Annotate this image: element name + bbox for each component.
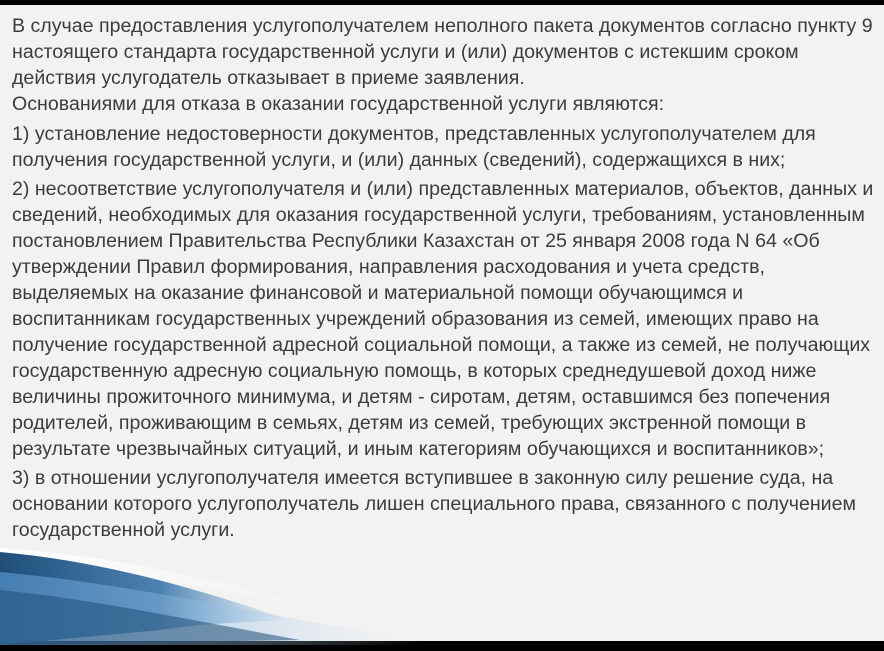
bottom-border	[0, 641, 884, 645]
paragraph-ground-1: 1) установление недостоверности документов, представленных услугополучателем для получения государственной услуги, и (или) данных (сведений), содержащихся в них;	[12, 122, 816, 171]
top-border	[0, 0, 884, 5]
paragraph-ground-2: 2) несоответствие услугополучателя и (или) представленных материалов, объектов, данных и сведений, необходимых для оказания государственной услуги, требованиям, установленным постановлением Правительства Республики Казахстан от 25 января 2008 года N 64 «Об утверждении Правил формирования, направления расходования и учета средств, выделяемых на оказание финансовой и материальной помощи обучающимся и воспитанникам государственных учреждений образования из семей, имеющих право на получение государственной адресной социальной помощи, а также из семей, не получающих государственную адресную социальную помощь, в которых среднедушевой доход ниже величины прожиточного минимума, и детям - сиротам, детям, оставшимся без попечения родителей, проживающим в семьях, детям из семей, требующих экстренной помощи в результате чрезвычайных ситуаций, и иным категориям обучающихся и воспитанников»;	[12, 178, 874, 460]
paragraph-ground-3: 3) в отношении услугополучателя имеется вступившее в законную силу решение суда, на основании которого услугополучатель лишен специального права, связанного с получением государственной услуги.	[12, 467, 856, 542]
paragraph-grounds-intro: Основаниями для отказа в оказании государственной услуги являются:	[12, 92, 665, 115]
paragraph-rejection-incomplete: В случае предоставления услугополучателем неполного пакета документов согласно пункту 9 настоящего стандарта государственной услуги и (или) документов с истекшим сроком действия услугодатель отказывает в приеме заявления.	[12, 15, 873, 89]
document-body	[12, 14, 878, 544]
